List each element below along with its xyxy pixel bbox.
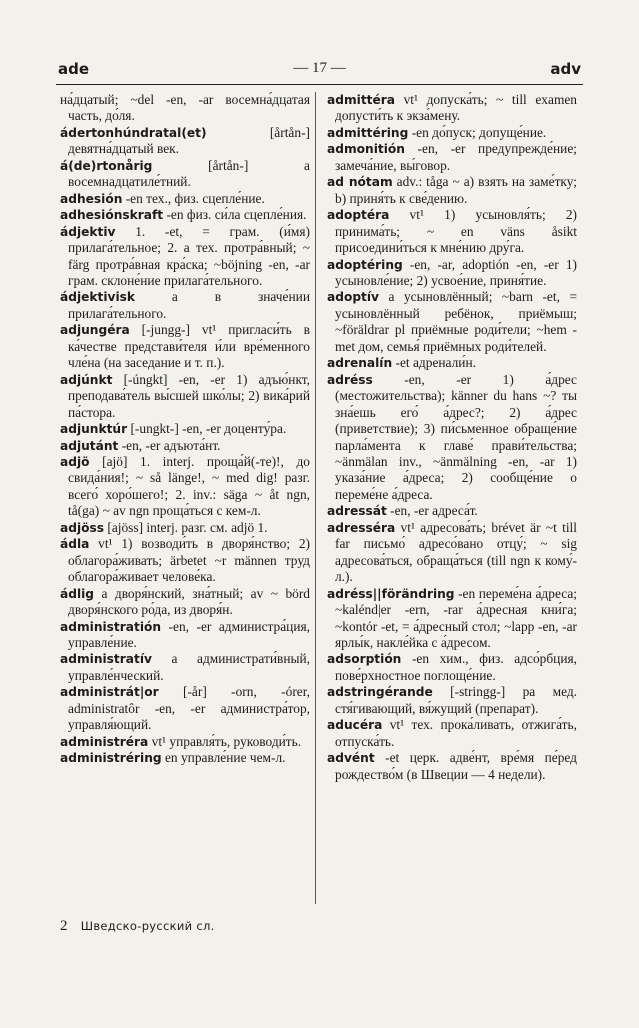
dictionary-entry — [60, 92, 310, 125]
dictionary-entry — [60, 454, 310, 520]
entry-definition: а дворя́нский, зна́тный; av ~ börd дворя́нского ро́да, из дворя́н. — [68, 585, 310, 618]
page-header — [58, 60, 581, 82]
left-running-headword: ade — [58, 60, 90, 78]
dictionary-entry — [60, 207, 310, 223]
entry-headword: adstringérande — [327, 685, 433, 700]
dictionary-entry — [327, 684, 577, 717]
entry-definition: -en, -er администра́ция, управле́ние. — [68, 618, 310, 650]
entry-headword: administratión — [60, 619, 162, 634]
entry-headword: ádertonhúndratal(et) — [60, 125, 207, 140]
entry-definition: [-ungkt-] -en, -er доценту́ра. — [127, 421, 287, 437]
dictionary-entry — [60, 536, 310, 585]
right-running-headword: adv — [550, 60, 581, 78]
dictionary-entry — [327, 717, 577, 750]
entry-definition: vt¹ управля́ть, руководи́ть. — [148, 733, 302, 749]
dictionary-entry — [60, 322, 310, 371]
dictionary-entry — [327, 520, 577, 586]
dictionary-entry — [327, 141, 577, 174]
entry-definition: -en физ. си́ла сцепле́ния. — [163, 207, 307, 223]
dictionary-entry — [327, 92, 577, 125]
entry-definition: -en, -er предупрежде́ние; замеча́ние, вы́говор. — [335, 141, 577, 173]
dictionary-entry — [327, 174, 577, 207]
entry-definition: а администрати́вный, управле́нческий. — [68, 651, 310, 683]
dictionary-entry — [60, 158, 310, 191]
dictionary-entry — [327, 651, 577, 684]
dictionary-entry — [60, 289, 310, 322]
entry-definition: -en переме́на а́дреса; ~kalénd|er -ern, -rar а́дресная кни́га; ~kontór -et, = а́дресный стол; ~lapp -en, -ar ярлы́к, накле́йка с а́дресом. — [335, 585, 577, 650]
entry-definition: 1. -et, = грам. (и́мя) прилага́тельное; 2. а тех. протра́вный; ~ färg протра́вная кра́ска; ~böjning -en, -ar грам. склоне́ние прилага́тельного. — [68, 223, 310, 288]
entry-definition: vt¹ адресова́ть; brévet är ~t till far письмо́ адресо́вано отцу́; ~ sig адресова́ться, обраща́ться (till ngn к кому́-л.). — [335, 519, 577, 585]
dictionary-entry — [327, 586, 577, 652]
dictionary-entry — [60, 421, 310, 437]
entry-definition: -et адренали́н. — [392, 355, 476, 371]
left-column — [60, 92, 310, 767]
entry-headword: ádjektiv — [60, 224, 116, 239]
entry-headword: adressát — [327, 504, 387, 519]
entry-definition: а усыновлённый; ~barn -et, = усыновлённый ребёнок, приёмыш; ~föräldrar pl приёмные роди́тели; ~hem -met дом, семья́ приёмных роди́телей. — [335, 289, 577, 354]
dictionary-entry — [60, 586, 310, 619]
entry-headword: advént — [327, 751, 375, 766]
entry-definition: vt¹ 1) возводи́ть в дворя́нство; 2) облагора́живать; ärbetet ~r männen труд облагора́живает челове́ка. — [68, 536, 310, 585]
dictionary-entry — [327, 372, 577, 504]
dictionary-entry — [60, 734, 310, 750]
entry-definition: [-jungg-] vt¹ пригласи́ть в ка́честве представи́теля и́ли вре́менного чле́на (на заседание и т. п.). — [68, 322, 310, 371]
entry-headword: aducéra — [327, 718, 383, 733]
signature-text: Шведско-русский сл. — [80, 919, 215, 933]
entry-headword: administréring — [60, 751, 162, 766]
header-rule — [56, 84, 583, 85]
dictionary-entry — [60, 619, 310, 652]
dictionary-entry — [327, 750, 577, 783]
entry-definition: [årtån-] а восемнадцатиле́тний. — [68, 157, 310, 190]
entry-definition: -en хим., физ. адсо́рбция, пове́рхностное поглоще́ние. — [335, 651, 577, 683]
page-number: — 17 — — [293, 60, 346, 76]
entry-headword: adresséra — [327, 520, 396, 535]
entry-headword: adjö — [60, 454, 90, 469]
entry-headword: á(de)rtonårig — [60, 158, 153, 173]
dictionary-entry — [60, 438, 310, 454]
entry-definition: vt¹ 1) усыновля́ть; 2) принима́ть; ~ en väns åsikt присоедини́ться к мне́нию дру́га. — [335, 207, 577, 256]
entry-headword: adrenalín — [327, 356, 393, 371]
entry-headword: adoptéra — [327, 208, 390, 223]
dictionary-entry — [60, 651, 310, 684]
entry-headword: administréra — [60, 734, 149, 749]
entry-headword: adjúnkt — [60, 372, 113, 387]
dictionary-entry — [60, 520, 310, 536]
entry-headword: adréss — [327, 372, 373, 387]
entry-definition: [årtån-] девятна́дцатый век. — [68, 124, 310, 157]
entry-headword: ádjektivisk — [60, 290, 135, 305]
entry-headword: admonitión — [327, 142, 405, 157]
dictionary-entry — [60, 125, 310, 158]
entry-definition: [-år] -orn, -órer, administratôr -en, -er администра́тор, управля́ющий. — [68, 684, 310, 733]
dictionary-entry — [60, 372, 310, 421]
column-divider — [315, 92, 316, 904]
entry-headword: adjutánt — [60, 438, 119, 453]
right-column — [327, 92, 577, 783]
dictionary-entry — [60, 750, 310, 766]
entry-definition: [ajöss] interj. разг. см. adjö 1. — [104, 519, 268, 535]
dictionary-entry — [327, 125, 577, 141]
entry-definition: -et церк. адве́нт, вре́мя пе́ред рождество́м (в Швеции — 4 недели). — [335, 750, 577, 782]
signature-number: 2 — [60, 918, 68, 934]
dictionary-entry — [60, 191, 310, 207]
entry-headword: ádla — [60, 537, 90, 552]
entry-headword: admittéra — [327, 93, 395, 107]
entry-definition: adv.: tåga ~ a) взять на заме́тку; b) приня́ть к све́дению. — [335, 174, 577, 206]
entry-definition: -en, -er адъюта́нт. — [118, 437, 221, 453]
entry-headword: ádlig — [60, 586, 95, 601]
entry-headword: administratív — [60, 652, 152, 667]
dictionary-entry — [327, 207, 577, 256]
dictionary-entry — [60, 224, 310, 290]
entry-headword: adsorptión — [327, 652, 402, 667]
entry-headword: adjöss — [60, 520, 105, 535]
entry-definition: vt¹ тех. прока́ливать, отжига́ть, отпуска́ть. — [335, 717, 577, 749]
entry-headword: adoptív — [327, 290, 379, 305]
dictionary-entry — [60, 684, 310, 733]
entry-definition: -en тех., физ. сцепле́ние. — [122, 190, 265, 206]
dictionary-entry — [327, 355, 577, 371]
entry-definition: -en, -ar, adoptión -en, -er 1) усыновле́ние; 2) усвое́ние, приня́тие. — [335, 256, 577, 288]
entry-definition: -en, -er 1) а́дрес (местожительства); känner du hans ~? ты зна́ешь его́ а́дрес?; 2) а́дрес (приветствие); 3) пи́сьменное обраще́ние парла́мента к главе́ прави́тельства; ~änmälan inv., ~änmälning -en, -ar 1) указа́ние а́дреса; 2) сообще́ние о переме́не а́дреса. — [335, 371, 577, 502]
entry-headword: admittéring — [327, 125, 409, 140]
entry-definition: [ajö] 1. interj. проща́й(-те)!, до свида́ния!; ~ så länge!, ~ med dig! разг. всего́ хоро́шего!; 2. inv.: säga ~ åt ngn, tå(ga) ~ av ngn проща́ться с кем-л. — [68, 453, 310, 519]
entry-headword: ad nótam — [327, 175, 393, 190]
entry-definition: а в значе́нии прилага́тельного. — [68, 289, 310, 321]
dictionary-entry — [327, 289, 577, 355]
entry-definition: en управле́ние чем-л. — [161, 750, 286, 766]
page-footer — [60, 918, 215, 935]
entry-headword: adhesiónskraft — [60, 208, 164, 223]
entry-definition: [-stringg-] pa мед. стя́гивающий, вя́жущий (препарат). — [335, 684, 577, 716]
entry-definition: -en до́пуск; допуще́ние. — [408, 124, 547, 140]
entry-definition: на́дцатый; ~del -en, -ar восемна́дцатая часть, до́ля. — [60, 92, 310, 124]
dictionary-entry — [327, 257, 577, 290]
entry-headword: administrát|or — [60, 685, 159, 700]
entry-headword: adréss||förändring — [327, 586, 455, 601]
entry-headword: adoptéring — [327, 257, 403, 272]
entry-definition: vt¹ допуска́ть; ~ till examen допусти́ть к экза́мену. — [335, 92, 577, 124]
entry-headword: adhesión — [60, 191, 123, 206]
entry-definition: [-úngkt] -en, -er 1) адъю́нкт, преподава́тель вы́сшей шко́лы; 2) вика́рий па́стора. — [68, 371, 310, 420]
entry-headword: adjungéra — [60, 323, 130, 338]
entry-definition: -en, -er адреса́т. — [386, 503, 478, 519]
entry-headword: adjunktúr — [60, 422, 128, 437]
dictionary-entry — [327, 503, 577, 519]
